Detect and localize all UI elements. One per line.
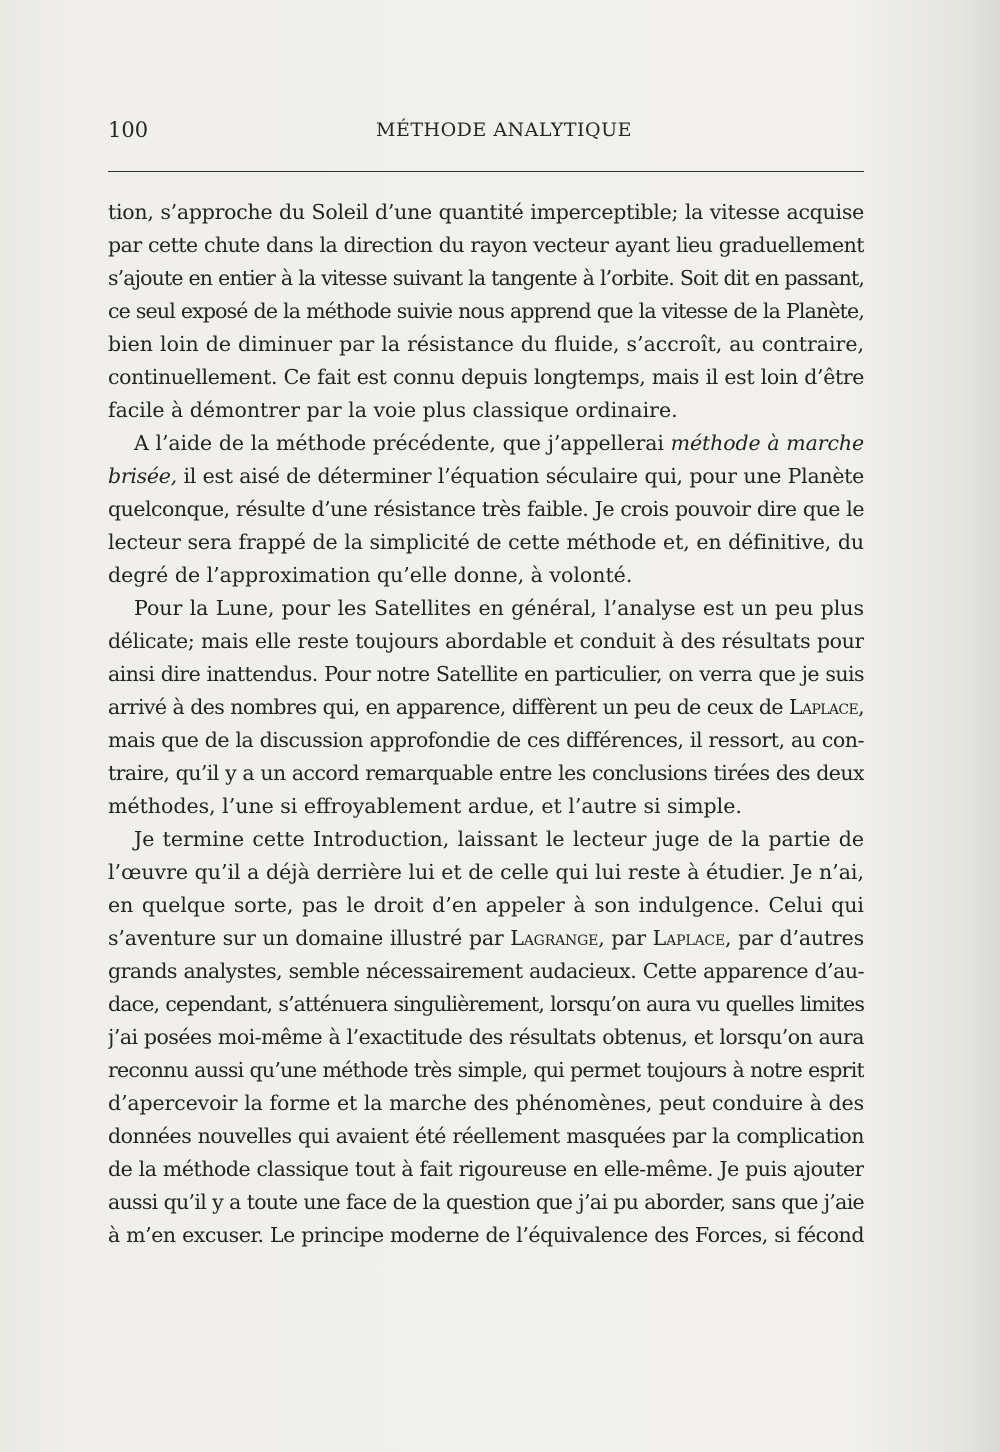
text-run: par d’autres bbox=[731, 926, 864, 950]
paragraph-4 bbox=[108, 823, 864, 1252]
paragraph-3 bbox=[108, 592, 864, 823]
text-line: à m’en excuser. Le principe moderne de l’équivalence des Forces, si fécond bbox=[108, 1223, 864, 1247]
text-line: dace, cependant, s’atténuera singulièrement, lorsqu’on aura vu quelles limites bbox=[108, 992, 864, 1016]
italic-term: brisée, bbox=[108, 464, 177, 488]
text-line: d’apercevoir la forme et la marche des phénomènes, peut conduire à des bbox=[108, 1091, 864, 1115]
text-line: j’ai posées moi-même à l’exactitude des résultats obtenus, et lorsqu’on aura bbox=[108, 1025, 864, 1049]
text-line: bien loin de diminuer par la résistance du fluide, s’accroît, au contraire, bbox=[108, 332, 864, 356]
text-run: s’aventure sur un domaine illustré par bbox=[108, 926, 511, 950]
text-line: quelconque, résulte d’une résistance très faible. Je crois pouvoir dire que le bbox=[108, 497, 864, 521]
text-line: mais que de la discussion approfondie de ces différences, il ressort, au con- bbox=[108, 728, 864, 752]
text-run: il est aisé de déterminer l’équation séculaire qui, pour une Planète bbox=[176, 464, 864, 488]
text-run: A l’aide de la méthode précédente, que j’appellerai bbox=[134, 431, 671, 455]
text-line: ainsi dire inattendus. Pour notre Satellite en particulier, on verra que je suis bbox=[108, 662, 864, 686]
text-line: méthodes, l’une si effroyablement ardue, et l’autre si simple. bbox=[108, 794, 742, 818]
text-line: facile à démontrer par la voie plus classique ordinaire. bbox=[108, 398, 678, 422]
text-line: ce seul exposé de la méthode suivie nous apprend que la vitesse de la Planète, bbox=[108, 299, 864, 323]
text-line: continuellement. Ce fait est connu depuis longtemps, mais il est loin d’être bbox=[108, 365, 864, 389]
page-number: 100 bbox=[108, 118, 149, 142]
text-line: s’ajoute en entier à la vitesse suivant la tangente à l’orbite. Soit dit en passant, bbox=[108, 266, 864, 290]
text-line: Pour la Lune, pour les Satellites en général, l’analyse est un peu plus bbox=[134, 596, 864, 620]
text-line: par cette chute dans la direction du rayon vecteur ayant lieu graduellement bbox=[108, 233, 864, 257]
text-line: traire, qu’il y a un accord remarquable entre les conclusions tirées des deux bbox=[108, 761, 864, 785]
text-line bbox=[108, 460, 864, 493]
text-line: reconnu aussi qu’une méthode très simple, qui permet toujours à notre esprit bbox=[108, 1058, 864, 1082]
header-rule bbox=[108, 171, 864, 172]
text-line bbox=[108, 922, 864, 955]
text-line: en quelque sorte, pas le droit d’en appeler à son indulgence. Celui qui bbox=[108, 893, 864, 917]
paragraph-2 bbox=[108, 427, 864, 592]
text-line: de la méthode classique tout à fait rigoureuse en elle-même. Je puis ajouter bbox=[108, 1157, 864, 1181]
text-line: aussi qu’il y a toute une face de la question que j’ai pu aborder, sans que j’aie bbox=[108, 1190, 864, 1214]
text-line bbox=[108, 427, 864, 460]
text-line: données nouvelles qui avaient été réellement masquées par la complication bbox=[108, 1124, 864, 1148]
text-line: délicate; mais elle reste toujours abordable et conduit à des résultats pour bbox=[108, 629, 864, 653]
italic-term: méthode à marche bbox=[670, 431, 864, 455]
author-name: Laplace, bbox=[788, 695, 864, 719]
text-line: grands analystes, semble nécessairement audacieux. Cette apparence d’au- bbox=[108, 959, 864, 983]
body-text bbox=[108, 196, 864, 1252]
text-run: arrivé à des nombres qui, en apparence, diffèrent un peu de ceux de bbox=[108, 695, 789, 719]
running-title: MÉTHODE ANALYTIQUE bbox=[376, 119, 632, 141]
text-line: Je termine cette Introduction, laissant le lecteur juge de la partie de bbox=[134, 827, 864, 851]
text-line: tion, s’approche du Soleil d’une quantité imperceptible; la vitesse acquise bbox=[108, 200, 864, 224]
text-run: par bbox=[604, 926, 653, 950]
text-line bbox=[108, 691, 864, 724]
paragraph-1 bbox=[108, 196, 864, 427]
author-name: Lagrange, bbox=[510, 926, 605, 950]
text-line: l’œuvre qu’il a déjà derrière lui et de celle qui lui reste à étudier. Je n’ai, bbox=[108, 860, 864, 884]
author-name: Laplace, bbox=[652, 926, 732, 950]
page-header bbox=[108, 118, 864, 148]
text-line: lecteur sera frappé de la simplicité de cette méthode et, en définitive, du bbox=[108, 530, 864, 554]
text-line: degré de l’approximation qu’elle donne, à volonté. bbox=[108, 563, 633, 587]
